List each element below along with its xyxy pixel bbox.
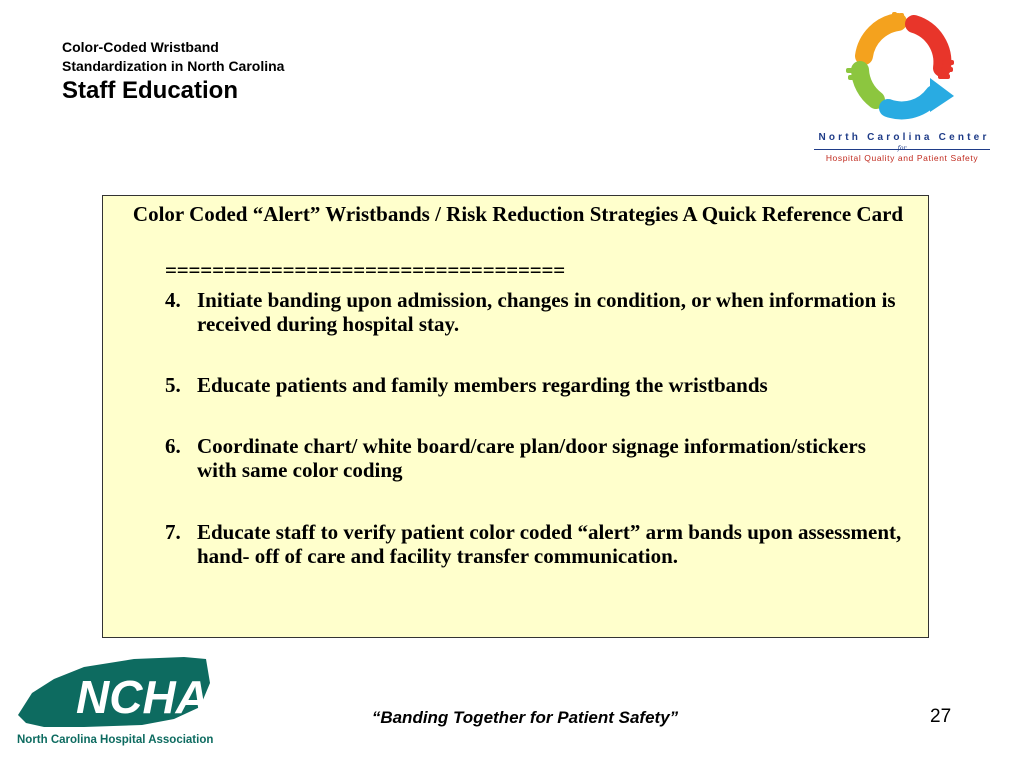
page-number: 27 [930, 706, 952, 727]
list-item-text: Initiate banding upon admission, changes in condition, or when information is received during hospital stay. [197, 288, 896, 336]
reference-card [102, 195, 929, 638]
nc-center-logo [806, 12, 998, 172]
ncha-logo-text: NCHA [76, 671, 209, 723]
hands-circle-icon [846, 12, 958, 124]
header-line-2: Standardization in North Carolina [62, 58, 285, 74]
card-separator: ================================== [165, 258, 566, 282]
list-item-text: Coordinate chart/ white board/care plan/door signage information/stickers with same color coding [197, 434, 866, 482]
slide-title: Staff Education [62, 77, 239, 104]
list-item-number: 6. [165, 434, 181, 458]
list-item-text: Educate patients and family members regarding the wristbands [197, 373, 768, 397]
ncha-caption: North Carolina Hospital Association [17, 734, 214, 746]
center-name-line-1: North Carolina Center [818, 132, 990, 143]
list-item [165, 434, 905, 482]
list-item-number: 4. [165, 288, 181, 312]
list-item-text: Educate staff to verify patient color coded “alert” arm bands upon assessment, hand- off of care and facility transfer communication. [197, 520, 902, 568]
list-item [165, 288, 905, 336]
list-item [165, 520, 905, 568]
header-line-1: Color-Coded Wristband [62, 39, 219, 55]
list-item-number: 7. [165, 520, 181, 544]
center-name-for: for [897, 145, 907, 152]
center-name-line-2: Hospital Quality and Patient Safety [825, 153, 979, 163]
nc-map-icon [14, 653, 214, 733]
slide-header [62, 38, 284, 106]
footer-tagline: “Banding Together for Patient Safety” [371, 708, 679, 727]
list-item-number: 5. [165, 373, 181, 397]
list-item [165, 373, 905, 397]
card-title: Color Coded “Alert” Wristbands / Risk Reduction Strategies A Quick Reference Card [132, 202, 904, 226]
